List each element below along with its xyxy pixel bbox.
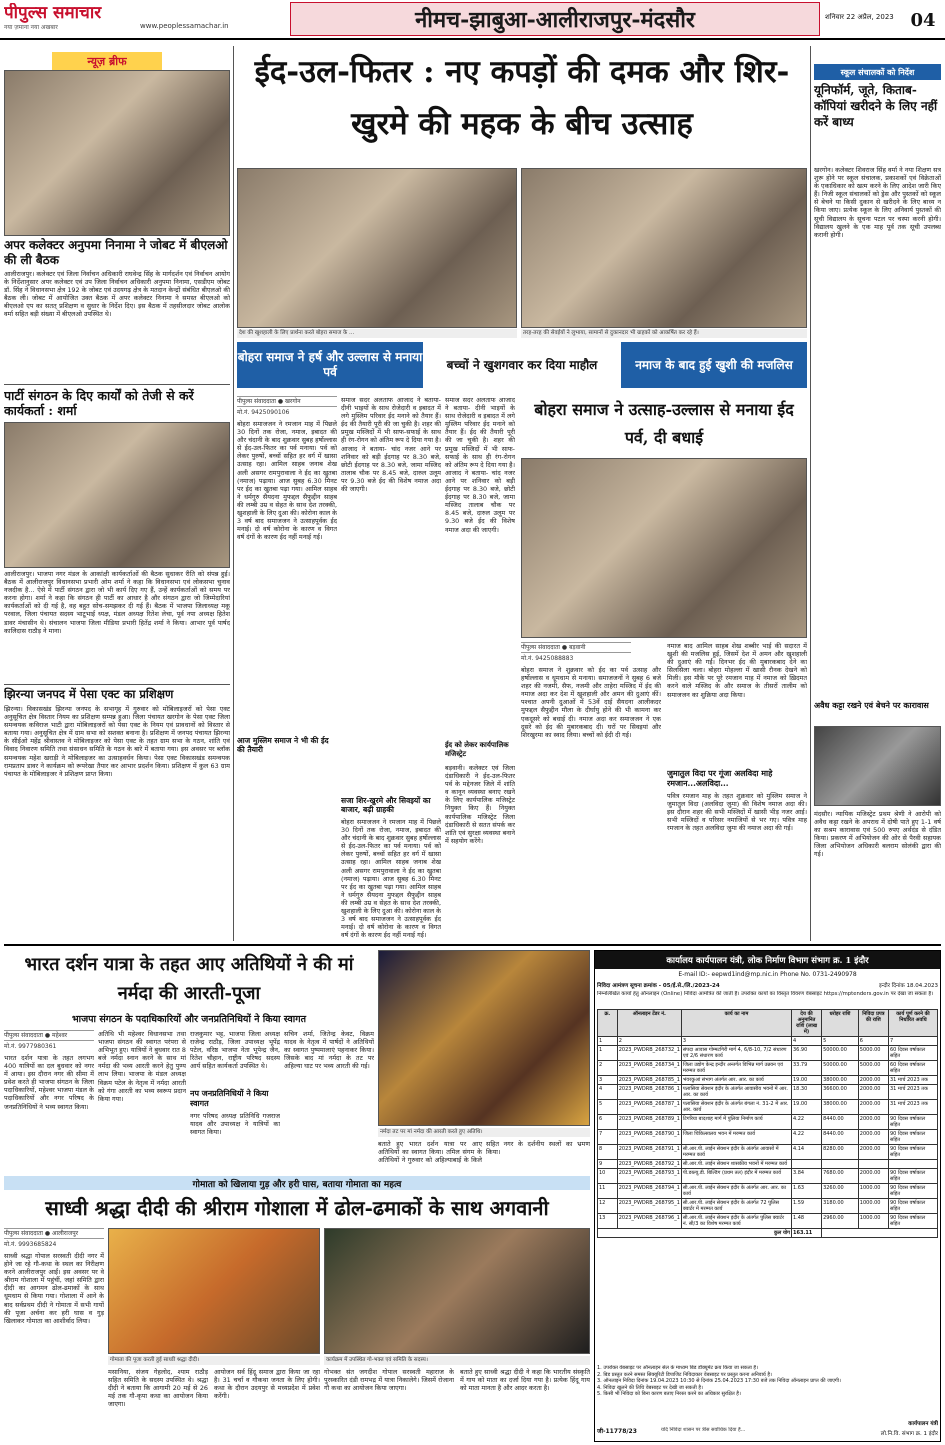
- tender-cell-time: 90 दिवस वर्षाकाल सहित: [888, 1145, 937, 1160]
- sadhvi-col5: बताते हुए साध्वी श्रद्धा दीदी ने कहा कि भारतीय संस्कृति में गाय को माता का दर्जा दिया गया है। प्रत्येक हिंदू गाय को माता मानता है और आदर करता है।: [460, 1368, 590, 1393]
- eid-muslim-subhead: आज मुस्लिम समाज ने भी की ईद की तैयारी: [237, 736, 337, 756]
- bharat-subhead: भाजपा संगठन के पदाधिकारियों और जनप्रतिनिधियों ने किया स्वागत: [71, 1014, 307, 1025]
- tender-cell-fee: 1000.00: [858, 1184, 888, 1199]
- left-column: [4, 46, 230, 986]
- bharat-col5: बताते हुए भारत दर्शन यात्रा पर आए अतिथियों का स्वागत किया। तमिल संगम के अतिथियों ने गुरुवार को अहिल्याबाई के किले सहित नगर के दर्शनीय स्थलों का भ्रमण किया।: [378, 1140, 590, 1165]
- colnum: 5: [822, 1037, 859, 1046]
- eid-namaz-caption: देश की खुशहाली के लिए प्रार्थना करते बोहरा समाज के ...: [237, 329, 517, 338]
- sadhvi-photo1-caption: गोमाता की पूजा करती हुई साध्वी श्रद्धा दीदी।: [108, 1356, 320, 1365]
- tender-cell-n: 11: [598, 1184, 618, 1199]
- sadhvi-col4: गोभक्त संत जगदीश गोपाल सरस्वती महाराज के पुरस्कारित दंडी रामभद्र में यात्रा निकालेगे। जिसमें रोजाना गौ कथा का आयोजन किया जाएगा।: [324, 1368, 454, 1393]
- eid-namaz-photo: [237, 168, 517, 328]
- colnum: 6: [858, 1037, 888, 1046]
- tender-cell-fee: 2000.00: [858, 1076, 888, 1085]
- eid-headline: ईद-उल-फितर : नए कपड़ों की दमक और शिर-खुरमे की महक के बीच उत्साह: [254, 54, 790, 142]
- eid-byline: पीपुल्स संवाददाता ● खरगोन: [237, 396, 337, 407]
- sadhvi-col1: साध्वी श्रद्धा गोपाल सरस्वती दीदी नगर में होने जा रहे गौ-कथा के स्थल का निरीक्षण करने आलीराजपुर आईं। इस अवसर पर वे श्रीराम गोशाला में पहुंचीं, जहां समिति द्वारा दीदी का आगमन ढोल-ढमाकों के साथ धूमधाम से किया गया। गोशाला में आने के बाद सर्वप्रथम दीदी ने गोमाता में सभी गायों की पूजा अर्चना कर हरी घास व गुड़ खिलाकर गोमाता का आशीर्वाद लिया।: [4, 1252, 104, 1325]
- bohra-byline: पीपुल्स संवाददाता ● बड़वानी: [521, 642, 631, 653]
- th-sno: क्र.: [598, 1010, 618, 1037]
- column-rule: [810, 46, 811, 941]
- bharat-col3-subhead: नप जनप्रतिनिधियों ने किया स्वागत: [190, 1088, 269, 1108]
- eid-col2: समाज सदर अलताफ आजाद ने बताया- दीनी भाइयों के साथ रोजेदारी व इबादत में लगे मुस्लिम परिवार ईद मनाने को तैयार हैं। ईद की तैयारी पूरी की जा चुकी है। शहर की प्रमुख मस्जिदों में भी साफ-सफाई के साथ ही रंग-रोगन को अंतिम रूप दे दिया गया है। आजाद ने बताया- चांद नजर आने पर शनिवार को बड़ी ईदगाह पर 8.30 बजे, छोटी ईदगाह पर 8.30 बजे, जामा मस्जिद तालाब चौक पर 8.45 बजे, दारुल उलूम पर 9.30 बजे ईद की विशेष नमाज अदा की जाएगी।: [341, 396, 441, 494]
- tender-cell-time: 31 मार्च 2023 तक: [888, 1100, 937, 1115]
- th-cost: देय की अनुमानित राशि (लाख में): [791, 1010, 821, 1037]
- bharat-story: [4, 950, 590, 1174]
- story-blo-meeting-body: आलीराजपुर। कलेक्टर एवं जिला निर्वाचन अधिकारी राघवेन्द्र सिंह के मार्गदर्शन एवं निर्वाचन आयोग के निर्देशानुसार अपर कलेक्टर एवं उप जिला निर्वाचन अधिकारी अनुपमा निनामा, एसडीएम जोबट डॉ. सिंह ने विधानसभा क्षेत्र 192 के जोबट एवं उदयगढ़ क्षेत्र के मतदान केन्द्रों संबंधित बीएलओ की बैठक ली। जोबट में आयोजित उक्त बैठक में अपर कलेक्टर निनामा ने समस्त बीएलओ को बीएलओ एप का सतत् प्रशिक्षण व सुधार के निर्देश दिए। इस बैठक में तहसीलदार जोबट आलोक वर्मा सहित बड़ी संख्या में बीएलओ उपस्थित थे।: [4, 270, 230, 319]
- tender-table-wrap: [597, 1009, 938, 1365]
- tender-cell-emd: 38000.00: [822, 1076, 859, 1085]
- bharat-byline: पीपुल्स संवाददाता ● महेश्वर: [4, 1030, 94, 1041]
- tender-body: [598, 1046, 938, 1229]
- bjp-meeting-photo: [4, 422, 230, 568]
- tender-cell-time: 90 दिवस वर्षाकाल सहित: [888, 1169, 937, 1184]
- tender-row: [598, 1145, 938, 1160]
- handcuff-photo: [814, 726, 941, 806]
- tender-cell-id: 2023_PWDRB_268732_1: [617, 1046, 681, 1061]
- tender-cell-n: 10: [598, 1169, 618, 1184]
- tender-cell-cost: 18.30: [791, 1085, 821, 1100]
- tender-row: [598, 1199, 938, 1214]
- tender-cell-n: 2: [598, 1061, 618, 1076]
- school-headline: यूनिफॉर्म, जूते, किताब-कॉपियां खरीदने के लिए नहीं करें बाध्य: [814, 83, 938, 129]
- story-pesa-body: झिरन्या। विकासखंड झिरन्या जनपद के सभागृह में गुरुवार को मोबिलाइजरों को पेसा एक्ट अनुसूचित क्षेत्र विस्तार नियम का प्रशिक्षण सम्पन्न हुआ। जिला पंचायत खरगोन के पेसा एक्ट जिला समन्वयक कविराज भाटी द्वारा मोबिलाइजरों को पेसा एक्ट के नियम एवं प्रावधानों को विस्तार से बताया गया। अनुसूचित क्षेत्र में ग्राम सभा को सशक्त बनाना है। प्रशिक्षण में जनपद पंचायत झिरन्या के सीईओ महेंद्र श्रीवास्तव ने मोबिलाइजर को पेसा एक्ट के तहत ग्राम सभा के गठन, शांति एवं विवाद निवारण समिति तथा संसाधन समिति के गठन के बारे में बताया गया। इस अवसर पर ब्लॉक समन्वयक महेश खराड़ी ने मोबिलाइजर का उत्साहवर्धन किया। पेसा एक्ट विकासखंड समन्वयक रामप्रताप डावर ने कार्यक्रम को रूपरेखा तैयार कर आभार प्रदर्शन किया। प्रशिक्षण में कुल 63 ग्राम पंचायत के मोबिलाइजर ने प्रशिक्षण प्राप्त किया।: [4, 705, 230, 778]
- tender-cell-fee: 2000.00: [858, 1085, 888, 1100]
- tender-cell-cost: 3.84: [791, 1169, 821, 1184]
- bohra-headline: बोहरा समाज ने उत्साह-उल्लास से मनाया ईद पर्व, दी बधाई: [534, 400, 794, 447]
- logo-text: पीपुल्स समाचार: [4, 3, 102, 23]
- tender-cell-emd: 7680.00: [822, 1169, 859, 1184]
- tender-table: [597, 1009, 938, 1238]
- bharat-headline: भारत दर्शन यात्रा के तहत आए अतिथियों ने की मां नर्मदा की आरती-पूजा: [24, 954, 354, 1004]
- eid-phone: मो.नं. 9425090106: [237, 409, 290, 416]
- tender-cell-fee: 2000.00: [858, 1100, 888, 1115]
- tender-cell-work: भंवरकुआं संभाग अंतर्गत आर. आर. का कार्य: [681, 1076, 791, 1085]
- sadhvi-story: [4, 1176, 590, 1442]
- tender-cell-id: 2023_PWDRB_268790_1: [617, 1130, 681, 1145]
- tender-row: [598, 1115, 938, 1130]
- th-emd: धरोहर राशि: [822, 1010, 859, 1037]
- colnum: 2: [617, 1037, 681, 1046]
- tender-cell-fee: 2000.00: [858, 1145, 888, 1160]
- meeting-photo: [4, 70, 230, 236]
- bharat-phone: मो.नं. 9977980361: [4, 1043, 57, 1050]
- logo: [4, 3, 134, 37]
- tender-intro: निम्नलिखित कार्यों हेतु ऑनलाइन (Online) निविदा आमंत्रित की जाती है। उपरोक्त कार्यों का विस्तृत विवरण वेबसाइट https://mptenders.gov.in पर देखा जा सकता है।: [597, 991, 934, 997]
- eid-story: [237, 46, 807, 941]
- tender-cell-fee: 2000.00: [858, 1169, 888, 1184]
- tender-cell-cost: 4.22: [791, 1115, 821, 1130]
- th-work: कार्य का नाम: [681, 1010, 791, 1037]
- school-body: खरगोन। कलेक्टर शिवराज सिंह वर्मा ने नया शिक्षण सत्र शुरू होने पर स्कूल संचालक, प्रकाशकों एवं विक्रेताओं के एकाधिकार को खत्म करने के लिए आदेश जारी किए हैं। निजी स्कूल संचालकों को ड्रेस और पुस्तकों को स्कूल से बेचने या किसी दुकान से खरीदने के लिए बाध्य न किया जाए। प्रत्येक स्कूल के लिए अनिवार्य पुस्तकों की सूची विद्यालय के सूचना पटल पर चस्पा करनी होगी। विद्यालय खुलने के एक माह पूर्व तक सूची उपलब्ध करानी होगी।: [814, 166, 941, 239]
- tender-cell-id: 2023_PWDRB_268794_1: [617, 1184, 681, 1199]
- tender-row: [598, 1214, 938, 1229]
- tender-row: [598, 1061, 938, 1076]
- bharat-col1: भारत दर्शन यात्रा के तहत लगभग 400 यात्रियों का दल बुधवार को नगर में आया। इस दौरान नगर की सीमा में प्रवेश करते ही भाजपा संगठन के जिला पदाधिकारियों, महेश्वर भाजपा मंडल के पदाधिकारियों और नगर परिषद के जनप्रतिनिधियों ने भव्य स्वागत किया।: [4, 1054, 94, 1111]
- bharat-col2: अतिथि भी महेश्वर विधानसभा तथा भाजपा संगठन की स्वागत परंपरा से अभिभूत हुए। यात्रियों ने बुधवार रात 8 बजे नर्मदा स्नान करने के साथ मां नर्मदा की भव्य आरती करने हेतु पुण्य लाभ लिया। भाजपा के मंडल अध्यक्ष विक्रम पटेल के नेतृत्व में नर्मदा आरती को गंगा आरती का भव्य स्वरूप प्रदान किया गया।: [98, 1030, 186, 1103]
- divider: [4, 384, 230, 385]
- tender-cell-time: 31 मार्च 2023 तक: [888, 1085, 937, 1100]
- tender-total-row: [598, 1229, 938, 1238]
- tender-row: [598, 1160, 938, 1169]
- tender-cell-work: पी.डब्ल्यू.डी. बिल्डिंग (प्रथम तल) इंदौर में मरम्मत कार्य: [681, 1169, 791, 1184]
- tender-cell-cost: 36.90: [791, 1046, 821, 1061]
- total-label: कुल योग: [598, 1229, 792, 1238]
- tender-email: E-mail ID:- eepwd1ind@mp.nic.in Phone No. 0731-2490978: [678, 971, 857, 978]
- tender-cell-work: जिला उद्योग केन्द्र इन्दौर अन्तर्गत विभिन्न मार्ग उन्नयन एवं मरम्मत कार्य: [681, 1061, 791, 1076]
- tender-cell-emd: 3180.00: [822, 1199, 859, 1214]
- tender-cell-emd: 36600.00: [822, 1085, 859, 1100]
- eid-magistrate-subhead: ईद को लेकर कार्यपालिक मजिस्ट्रेट: [445, 740, 509, 758]
- tender-cell-id: 2023_PWDRB_268789_1: [617, 1115, 681, 1130]
- tender-cell-n: 6: [598, 1115, 618, 1130]
- tender-cell-time: 60 दिवस वर्षाकाल सहित: [888, 1061, 937, 1076]
- tender-cell-time: 90 दिवस वर्षाकाल सहित: [888, 1130, 937, 1145]
- tender-row: [598, 1169, 938, 1184]
- tender-cell-cost: [791, 1160, 821, 1169]
- story-bjp-workers-body: आलीराजपुर। भाजपा नगर मंडल के आकांक्षी कार्यकर्ताओं की बैठक सुधाकर रीति को संपन्न हुई। बैठक में आलीराजपुर विधानसभा प्रभारी ओम शर्मा ने कहा कि विधानसभा एवं लोकसभा चुनाव नजदीक है... ऐसे में पार्टी संगठन द्वारा जो भी कार्य दिए गए हैं, उन्हें कार्यकर्ताओं को समय पर करना होगा। शर्मा ने कहा कि संगठन ही पार्टी का आधार है और संगठन द्वारा जो जिम्मेदारियां कार्यकर्ताओं को दी गई है, वह बहुत सोच-समझकर दी गई हैं। बैठक में भाजपा जिलाध्यक्ष मकू परवाल, जिला पंचायत सदस्य भाटूभाई ध्यक्ष, मंडल अध्यक्ष रितेश लेचा, पूर्व नपा अध्यक्ष हितेश डावर मंचासीन थे। संचालन भाजपा जिला मीडिया प्रभारी हितेंद्र शर्मा ने किया। आभार पूर्व पार्षद कालिदास राठौड़ ने माना।: [4, 570, 230, 635]
- bharat-col3-body: नगर परिषद अध्यक्ष प्रतिनिधि गजराज यादव और उपाध्यक्ष ने यात्रियों का स्वागत किया।: [190, 1112, 280, 1137]
- tender-notice: [594, 950, 941, 1442]
- edition-banner: नीमच-झाबुआ-आलीराजपुर-मंदसौर: [290, 2, 820, 36]
- kattah-subhead: अवैध कट्टा रखने एवं बेचने पर कारावास: [814, 700, 929, 710]
- tender-note: 5. किसी भी निविदा को बिना कारण बताए निरस्त करने का अधिकार सुरक्षित है।: [597, 1391, 741, 1397]
- tender-cell-n: 8: [598, 1145, 618, 1160]
- tender-cell-id: 2023_PWDRB_268791_1: [617, 1145, 681, 1160]
- tender-cell-n: 4: [598, 1085, 618, 1100]
- tender-cell-n: 12: [598, 1199, 618, 1214]
- tender-cell-n: 5: [598, 1100, 618, 1115]
- tender-cell-cost: 1.63: [791, 1184, 821, 1199]
- eid-market-caption: तरह-तरह की सेवईयों ने लुभाया, सामानों से दुकानदार भी ग्राहकों को आकर्षित कर रहे हैं।: [521, 329, 807, 338]
- eid-col3: समाज सदर अलताफ आजाद ने बताया- दीनी भाइयों के साथ रोजेदारी व इबादत में लगे मुस्लिम परिवार ईद मनाने को तैयार हैं। ईद की तैयारी पूरी की जा चुकी है। शहर की प्रमुख मस्जिदों में भी साफ-सफाई के साथ ही रंग-रोगन को अंतिम रूप दे दिया गया है। आजाद ने बताया- चांद नजर आने पर शनिवार को बड़ी ईदगाह पर 8.30 बजे, छोटी ईदगाह पर 8.30 बजे, जामा मस्जिद तालाब चौक पर 8.45 बजे, दारुल उलूम पर 9.30 बजे ईद की विशेष नमाज अदा की जाएगी।: [445, 396, 515, 534]
- sadhvi-col3: आयोजन सर्व हिंदू समाज द्वारा किया जा रहा है। 31 चर्चा व गौकथा जनता के लिए होगी। कथा के दौरान उदयपुर से मध्यप्रदेश में प्रवेश करेंगी।: [214, 1368, 320, 1401]
- tender-cell-work: पलासिया सेक्शन इंदौर के अंतर्गत आवासीय भवनों में आर. आर. का कार्य: [681, 1085, 791, 1100]
- sadhvi-headline: साध्वी श्रद्धा दीदी की श्रीराम गोशाला में ढोल-ढमाकों के साथ अगवानी: [45, 1196, 549, 1220]
- colnum: 4: [791, 1037, 821, 1046]
- th-time: कार्य पूर्ण करने की निर्धारित अवधि: [888, 1010, 937, 1037]
- th-tender-id: ऑनलाइन टेंडर नं.: [617, 1010, 681, 1037]
- tender-cell-emd: 2960.00: [822, 1214, 859, 1229]
- eid-market-subhead: सजा शिर-खुरमे और सिवइयों का बाजार, बढ़ी ग्राहकी: [341, 796, 431, 814]
- tender-cell-work: सी.आर.पी. लाईन सेक्शन इंदौर के अंतर्गत आर. आर. का कार्य: [681, 1184, 791, 1199]
- tender-cell-emd: [822, 1160, 859, 1169]
- eid-col2-cont: बोहरा समाजजन ने रमजान माह में पिछले 30 दिनों तक रोजा, नमाज, इबादत की और चंदानी के बाद शुक्रवार सुबह हर्षोल्लास से ईद-उल-फितर का पर्व मनाया। पर्व को लेकर पुरुषों, बच्चों सहित हर वर्ग में खासा उत्साह रहा। आमिल साहब जनाब शेख अली असगर रामपुरावाला ने ईद का खुतबा (नमाज) पढ़ाया। आज सुबह 6.30 मिनट पर ईद का खुतबा पढ़ा गया। आमिल साहब ने धर्मगुरु सैयदना मुफद्दल सैफुद्दीन साहब की लम्बी उम्र व सेहत के साथ देश तरक्की, खुशहाली के लिए दुआ की। कोरोना काल के 3 वर्ष बाद समाजजन ने उत्साहपूर्वक ईद मनाई। दो वर्ष कोरोना के कारण व विगत वर्ष दंगों के कारण ईद नहीं मनाई गई।: [341, 818, 441, 940]
- tender-cell-work: सी.आर.पी. लाईन सेक्शन इंदौर के अंतर्गत पुलिस क्वार्टर नं. सी/3 का विशेष मरम्मत कार्य: [681, 1214, 791, 1229]
- aarti-photo: [378, 950, 590, 1126]
- tender-signoff: कार्यपालन यंत्री: [908, 1421, 938, 1427]
- tender-colnum-row: [598, 1037, 938, 1046]
- tender-footer-mid: यदि निविदा शासन पर त्रीस सर्वाधिक दिया है...: [661, 1427, 746, 1433]
- aarti-caption: नर्मदा तट पर मां नर्मदा की आरती करते हुए अतिथि।: [378, 1128, 590, 1137]
- section-rule: [4, 944, 941, 946]
- tender-note: 2. बिड प्रस्तुत करने समस्त सिक्यूरिटी डिपाजिट निविदाकार वेबसाइट पर प्रस्तुत करना अनिवार्य है।: [597, 1371, 772, 1378]
- school-tag: स्कूल संचालकों को निर्देश: [814, 64, 941, 80]
- sadhvi-col2: मसानिया, संजय गेहलोद, श्याम राठौड़ सहित समिति के सदस्य उपस्थित थे। श्रद्धा दीदी ने बताया कि आगामी 20 मई से 26 मई तक गौ-कृपा कथा का आयोजन किया जाएगा।: [108, 1368, 208, 1409]
- tender-cell-emd: 3260.00: [822, 1184, 859, 1199]
- tender-cell-n: 7: [598, 1130, 618, 1145]
- tender-cell-cost: 19.00: [791, 1076, 821, 1085]
- tender-cell-cost: 4.14: [791, 1145, 821, 1160]
- sadhvi-tag: गोमाता को खिलाया गुड़ और हरी घास, बताया गोमाता का महत्व: [4, 1176, 590, 1190]
- bohra-col1: बोहरा समाज ने शुक्रवार को ईद का पर्व उत्साह और हर्षोल्लास व धूमधाम से मनाया। समाजजनों ने सुबह 6 बजे शहर की नजमी, सैफ, नजमी और ताहेरा मस्जिद में ईद की नमाज अदा कर देश में खुशहाली और अमन की दुआएं कीं। पश्चात अपनी दुआओं में 53वें दाई सैयदना आलीकदर मुफद्दल सैफुद्दीन मौला के दीर्घायु होने की भी कामना कर एकदूसरे को बधाई दी। नमाज अदा कर समाजजन ने एक दूसरे को ईद की मुबारकबाद दी। घरों पर सिवइयां और शिरखुरमा का स्वाद लिया। बच्चों को ईदी दी गई।: [521, 666, 661, 739]
- tender-cell-fee: 5000.00: [858, 1061, 888, 1076]
- tender-cell-fee: 1000.00: [858, 1214, 888, 1229]
- tender-code: जी-11778/23: [597, 1428, 637, 1435]
- tender-cell-emd: 50000.00: [822, 1061, 859, 1076]
- page-number: 04: [910, 9, 936, 31]
- tender-cell-fee: 2000.00: [858, 1130, 888, 1145]
- total-value: 163.11: [791, 1229, 821, 1238]
- logo-tagline: नया ज़माना नया अखबार: [4, 24, 58, 31]
- bharat-col4: सचिन शर्मा, जितेन्द्र केवट, विक्रम यादव के नेतृत्व में पार्षदों ने अतिथियों का स्वागत पुष्पमालाएं पहनाकर किया। जिसके बाद मां नर्मदा के तट पर अहिल्या घाट पर भव्य आरती की गई।: [284, 1030, 374, 1071]
- tender-cell-id: 2023_PWDRB_268796_1: [617, 1214, 681, 1229]
- tender-cell-emd: 8440.00: [822, 1130, 859, 1145]
- news-brief-label: न्यूज़ ब्रीफ: [52, 52, 162, 70]
- tender-cell-n: 9: [598, 1160, 618, 1169]
- bohra-col2: नमाज बाद आमिल साहब शेख शब्बीर भाई की सदारत में खुशी की मजलिस हुई, जिसमें देश में अमन और खुशहाली की दुआएं की गईं। दिनभर ईद की मुबारकबाद देने का सिलसिला चला। बोहरा मोहल्ला में खासी रौनक देखने को मिली। इस मौके पर पूरे रमजान माह में नमाज को ख़िदमत करने वाले मस्जिद के और समाज के तीसरों तालीम को समाजजन का शुक्रिया अदा किया।: [667, 642, 807, 699]
- tender-cell-work: संपदा आवास गोम्मटगिरी मार्ग 4, 6/8-10, 7/2 संधारण एवं 2/6 संधारण कार्य: [681, 1046, 791, 1061]
- tender-signoff2: लो.नि.वि. संभाग क्र. 1 इंदौर: [880, 1431, 938, 1437]
- tender-cell-id: 2023_PWDRB_268792_1: [618, 1161, 680, 1167]
- tender-cell-time: 31 मार्च 2023 तक: [888, 1076, 937, 1085]
- sadhvi-crowd-photo: [324, 1228, 590, 1354]
- column-rule: [233, 46, 234, 941]
- story-bjp-workers-headline: पार्टी संगठन के दिए कार्यों को तेजी से करें कार्यकर्ता : शर्मा: [4, 388, 194, 418]
- tender-cell-n: 13: [598, 1214, 618, 1229]
- tender-cell-cost: 33.79: [791, 1061, 821, 1076]
- tender-cell-time: [888, 1160, 937, 1169]
- tender-cell-id: 2023_PWDRB_268793_1: [617, 1169, 681, 1184]
- tender-cell-emd: 8440.00: [822, 1115, 859, 1130]
- tender-row: [598, 1046, 938, 1061]
- tender-cell-time: 90 दिवस वर्षाकाल सहित: [888, 1184, 937, 1199]
- eid-market-photo: [521, 168, 807, 328]
- eid-subhead-bohra: बोहरा समाज ने हर्ष और उल्लास से मनाया पर्व: [237, 342, 423, 388]
- divider: [4, 684, 230, 685]
- tender-row: [598, 1076, 938, 1085]
- tender-cell-id: 2023_PWDRB_268795_1: [617, 1199, 681, 1214]
- bohra-alvida-subhead: जुमातुल विदा पर गूंजा अलविदा माहे रमजान...अलविदा...: [667, 768, 773, 788]
- tender-cell-cost: 1.48: [791, 1214, 821, 1229]
- bohra-photo: [521, 458, 807, 638]
- website: www.peoplessamachar.in: [140, 22, 229, 30]
- masthead: [0, 0, 945, 40]
- tender-cell-work: जिला चिकित्सालय भवन में मरम्मत कार्य: [681, 1130, 791, 1145]
- tender-cell-id: 2023_PWDRB_268786_1: [617, 1085, 681, 1100]
- tender-cell-id: 2023_PWDRB_268787_1: [617, 1100, 681, 1115]
- tender-cell-emd: 8280.00: [822, 1145, 859, 1160]
- tender-cell-work: सी.आर.पी. लाईन सेक्शन शासकीय भवनों में मरम्मत कार्य: [681, 1160, 791, 1169]
- tender-cell-time: 90 दिवस वर्षाकाल सहित: [888, 1214, 937, 1229]
- tender-title: कार्यालय कार्यपालन यंत्री, लोक निर्माण विभाग संभाग क्र. 1 इंदौर: [595, 951, 940, 969]
- tender-note: 3. ऑनलाइन निविदा दिनांक 19.04.2023 10:30 से दिनांक 25.04.2023 17:30 बजे तक निविदा ऑनलाइन प्राप्त की जाएगी।: [597, 1378, 841, 1384]
- sadhvi-phone: मो.नं. 9993685824: [4, 1241, 57, 1248]
- tender-row: [598, 1100, 938, 1115]
- tender-cell-cost: 4.22: [791, 1130, 821, 1145]
- colnum: 7: [888, 1037, 937, 1046]
- tender-cell-work: टिगरिया बादशाह मार्ग में पुलिया निर्माण कार्य: [681, 1115, 791, 1130]
- story-blo-meeting-headline: अपर कलेक्टर अनुपमा निनामा ने जोबट में बीएलओ की ली बैठक: [4, 238, 228, 267]
- tender-cell-time: 90 दिवस वर्षाकाल सहित: [888, 1115, 937, 1130]
- sadhvi-photo2-caption: कार्यक्रम में उपस्थित गो-भक्त एवं समिति के सदस्य।: [324, 1356, 590, 1365]
- eid-col3-body: बड़वानी। कलेक्टर एवं जिला दंडाधिकारी ने ईद-उल-फितर पर्व के मद्देनजर जिले में शांति व कानून व्यवस्था बनाए रखने के लिए कार्यपालिक मजिस्ट्रेट नियुक्त किए हैं। नियुक्त कार्यपालिक मजिस्ट्रेट जिला दंडाधिकारी से सतत संपर्क कर शांति एवं सुरक्षा व्यवस्था बनाने में सहयोग करेंगे।: [445, 764, 515, 845]
- colnum: 1: [598, 1037, 618, 1046]
- tender-note: 4. निविदा खुलने की तिथि वेबसाइट पर देखी जा सकती है।: [597, 1384, 703, 1391]
- tender-header-row: [598, 1010, 938, 1037]
- tender-row: [598, 1184, 938, 1199]
- bohra-phone: मो.नं. 9425088883: [521, 655, 574, 662]
- bharat-col3: राजकुमार भट्ट, भाजपा जिला अध्यक्ष राजेन्द्र राठौड़, जिला उपाध्यक्ष भूपेंद्र पटेल, वरिष्ठ भाजपा नेता भूपेन्द्र जैन, रितेश चौहान, राष्ट्रीय परिषद सदस्य आर्य सहित कार्यकर्ता उपस्थित थे।: [190, 1030, 280, 1071]
- tender-cell-fee: 2000.00: [858, 1115, 888, 1130]
- eid-subhead-majlis: नमाज के बाद हुई खुशी की मजलिस: [621, 342, 807, 388]
- issue-date: शनिवार 22 अप्रैल, 2023: [825, 13, 894, 21]
- tender-cell-emd: 50000.00: [822, 1046, 859, 1061]
- tender-cell-emd: 38000.00: [822, 1100, 859, 1115]
- tender-cell-work: पलासिया सेक्शन इंदौर के अंतर्गत बंगला नं. 31-2 में आर. आर. कार्य: [681, 1100, 791, 1115]
- tender-cell-cost: 1.59: [791, 1199, 821, 1214]
- tender-row: [598, 1130, 938, 1145]
- eid-subhead-children: बच्चों ने खुशगवार कर दिया माहौल: [446, 357, 598, 372]
- right-column: [814, 46, 941, 941]
- sadhvi-byline: पीपुल्स संवाददाता ● आलीराजपुर: [4, 1228, 104, 1239]
- story-pesa-headline: झिरन्या जनपद में पेसा एक्ट का प्रशिक्षण: [4, 687, 174, 701]
- tender-cell-n: 3: [598, 1076, 618, 1085]
- tender-cell-cost: 19.00: [791, 1100, 821, 1115]
- tender-cell-n: 1: [598, 1046, 618, 1061]
- tender-cell-work: सी.आर.पी. लाईन सेक्शन इंदौर के अंतर्गत 72 पुलिस क्वार्टर में मरम्मत कार्य: [681, 1199, 791, 1214]
- colnum: 3: [681, 1037, 791, 1046]
- eid-col1: बोहरा समाजजन ने रमजान माह में पिछले 30 दिनों तक रोजा, नमाज, इबादत की और चंदानी के बाद शुक्रवार सुबह हर्षोल्लास से ईद-उल-फितर का पर्व मनाया। पर्व को लेकर पुरुषों, बच्चों सहित हर वर्ग में खासा उत्साह रहा। आमिल साहब जनाब शेख अली असगर रामपुरावाला ने ईद का खुतबा (नमाज) पढ़ाया। आज सुबह 6.30 मिनट पर ईद का खुतबा पढ़ा गया। आमिल साहब ने धर्मगुरु सैयदना मुफद्दल सैफुद्दीन साहब की लम्बी उम्र व सेहत के साथ देश तरक्की, खुशहाली के लिए दुआ की। कोरोना काल के 3 वर्ष बाद समाजजन ने उत्साहपूर्वक ईद मनाई। दो वर्ष कोरोना के कारण व विगत वर्ष दंगों के कारण ईद नहीं मनाई गई।: [237, 420, 337, 542]
- tender-cell-fee: 5000.00: [858, 1046, 888, 1061]
- tender-cell-fee: 1000.00: [858, 1199, 888, 1214]
- tender-cell-id: 2023_PWDRB_268734_1: [617, 1061, 681, 1076]
- tender-cell-id: 2023_PWDRB_268785_1: [618, 1077, 680, 1083]
- tender-notes: [597, 1365, 938, 1421]
- th-fee: निविदा प्रपत्र की राशि: [858, 1010, 888, 1037]
- bohra-col2-body: पवित्र रमजान माह के तहत शुक्रवार को मुस्लिम समाज ने जुमातुल विदा (अलविदा जुमा) की विशेष नमाज अदा की। इस दौरान शहर की सभी मस्जिदों में खासी भीड़ नजर आई। सभी मस्जिदों व परिसर नमाजियों से भर गए। पवित्र माह रमजान के तहत अलविदा जुमा की नमाज अदा की गई।: [667, 792, 807, 833]
- tender-cell-work: सी.आर.पी. लाईन सेक्शन इंदौर के अंतर्गत आवासों में मरम्मत कार्य: [681, 1145, 791, 1160]
- news-brief-photo-area: [4, 46, 230, 236]
- tender-note: 1. उपरोक्त वेबसाइट पर ऑनलाइन सेल के माध्यम बिड डॉक्यूमेंट क्रय किया जा सकता है।: [597, 1365, 758, 1371]
- sadhvi-cow-photo: [108, 1228, 320, 1354]
- tender-cell-time: 60 दिवस वर्षाकाल सहित: [888, 1046, 937, 1061]
- tender-row: [598, 1085, 938, 1100]
- tender-cell-fee: [858, 1160, 888, 1169]
- kattah-body: मंदसौर। न्यायिक मजिस्ट्रेट प्रथम श्रेणी ने आरोपी को अवैध कट्टा रखने के अपराध में दोषी पाते हुए 1-1 वर्ष का सश्रम कारावास एवं 500 रुपए अर्थदंड से दंडित किया। प्रकरण में अभियोजन की ओर से पैरवी सहायक जिला अभियोजन अधिकारी बलराम सोलंकी द्वारा की गई।: [814, 810, 941, 859]
- tender-cell-time: 90 दिवस वर्षाकाल सहित: [888, 1199, 937, 1214]
- tender-date: इन्दौर दिनांक 18.04.2023: [878, 983, 938, 989]
- tender-ref: निविदा आमंत्रण सूचना क्रमांक - 05/ई.से./लि./2023-24: [597, 983, 720, 989]
